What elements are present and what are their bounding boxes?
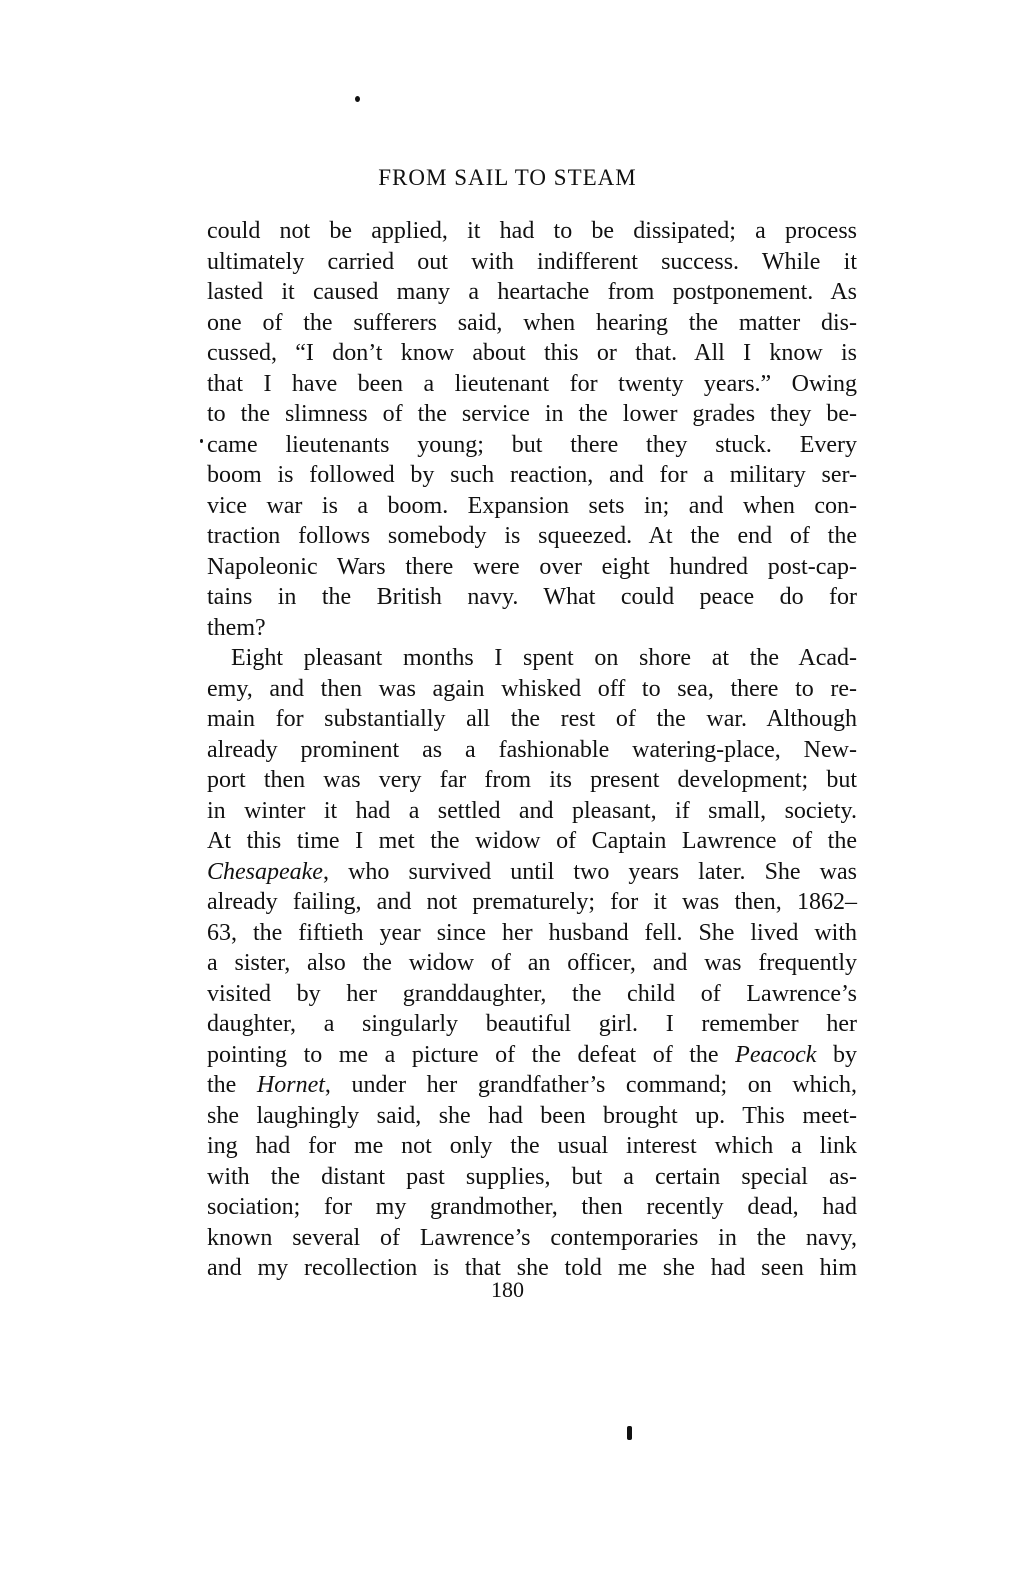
body-text <box>207 216 857 1284</box>
paragraph-end-line: them? <box>207 614 266 641</box>
text-line: known several of Lawrence’s contemporaries in the navy, <box>207 1224 857 1251</box>
text-line: lasted it caused many a heartache from postponement. As <box>207 279 857 305</box>
page-number: 180 <box>491 1277 524 1302</box>
text-line: visited by her granddaughter, the child of Lawrence’s <box>207 980 857 1007</box>
text-line: already prominent as a fashionable watering-place, New- <box>207 736 857 763</box>
text-line: vice war is a boom. Expansion sets in; and when con- <box>207 492 857 519</box>
text-line: she laughingly said, she had been brought up. This meet- <box>207 1102 857 1129</box>
text-line: 63, the fiftieth year since her husband fell. She lived with <box>207 919 857 946</box>
text-line: port then was very far from its present development; but <box>207 767 857 793</box>
text-line: pointing to me a picture of the defeat of the Peacock by <box>207 1041 857 1068</box>
text-line: that I have been a lieutenant for twenty years.” Owing <box>207 370 857 397</box>
text-line: boom is followed by such reaction, and for a military ser- <box>207 462 857 488</box>
text-line: At this time I met the widow of Captain Lawrence of the <box>207 828 857 854</box>
text-line: ing had for me not only the usual interest which a link <box>207 1133 857 1159</box>
ink-speck-margin <box>200 439 203 443</box>
ship-name: Chesapeake <box>207 858 323 885</box>
text-line: Chesapeake, who survived until two years later. She was <box>207 858 857 885</box>
ship-name: Peacock <box>735 1041 817 1068</box>
text-line: and my recollection is that she told me she had seen him <box>207 1255 857 1281</box>
ink-speck-bottom <box>627 1426 632 1440</box>
text-line: already failing, and not prematurely; for it was then, 1862– <box>207 889 857 915</box>
text-line: emy, and then was again whisked off to sea, there to re- <box>207 675 857 702</box>
text-line: sociation; for my grandmother, then recently dead, had <box>207 1194 857 1220</box>
paragraph-start-line: Eight pleasant months I spent on shore at the Acad- <box>231 645 857 671</box>
text-line: Napoleonic Wars there were over eight hundred post-cap- <box>207 553 857 580</box>
running-head: FROM SAIL TO STEAM <box>378 165 637 190</box>
text-line: cussed, “I don’t know about this or that. All I know is <box>207 340 857 366</box>
text-line: in winter it had a settled and pleasant, if small, society. <box>207 797 857 824</box>
ship-name: Hornet <box>256 1072 325 1098</box>
text-line: could not be applied, it had to be dissipated; a process <box>207 218 857 244</box>
ink-speck-top <box>355 96 360 102</box>
text-line: traction follows somebody is squeezed. At the end of the <box>207 523 857 549</box>
text-line: daughter, a singularly beautiful girl. I remember her <box>207 1011 857 1037</box>
text-line: to the slimness of the service in the lower grades they be- <box>207 401 857 427</box>
text-line: one of the sufferers said, when hearing the matter dis- <box>207 309 857 336</box>
text-line: tains in the British navy. What could peace do for <box>207 584 857 610</box>
text-line: with the distant past supplies, but a certain special as- <box>207 1163 857 1190</box>
text-line: a sister, also the widow of an officer, and was frequently <box>207 950 857 976</box>
text-line: the Hornet, under her grandfather’s command; on which, <box>207 1072 858 1098</box>
text-line: main for substantially all the rest of the war. Although <box>207 706 857 732</box>
text-line: came lieutenants young; but there they stuck. Every <box>207 431 857 458</box>
text-line: ultimately carried out with indifferent success. While it <box>207 248 857 275</box>
